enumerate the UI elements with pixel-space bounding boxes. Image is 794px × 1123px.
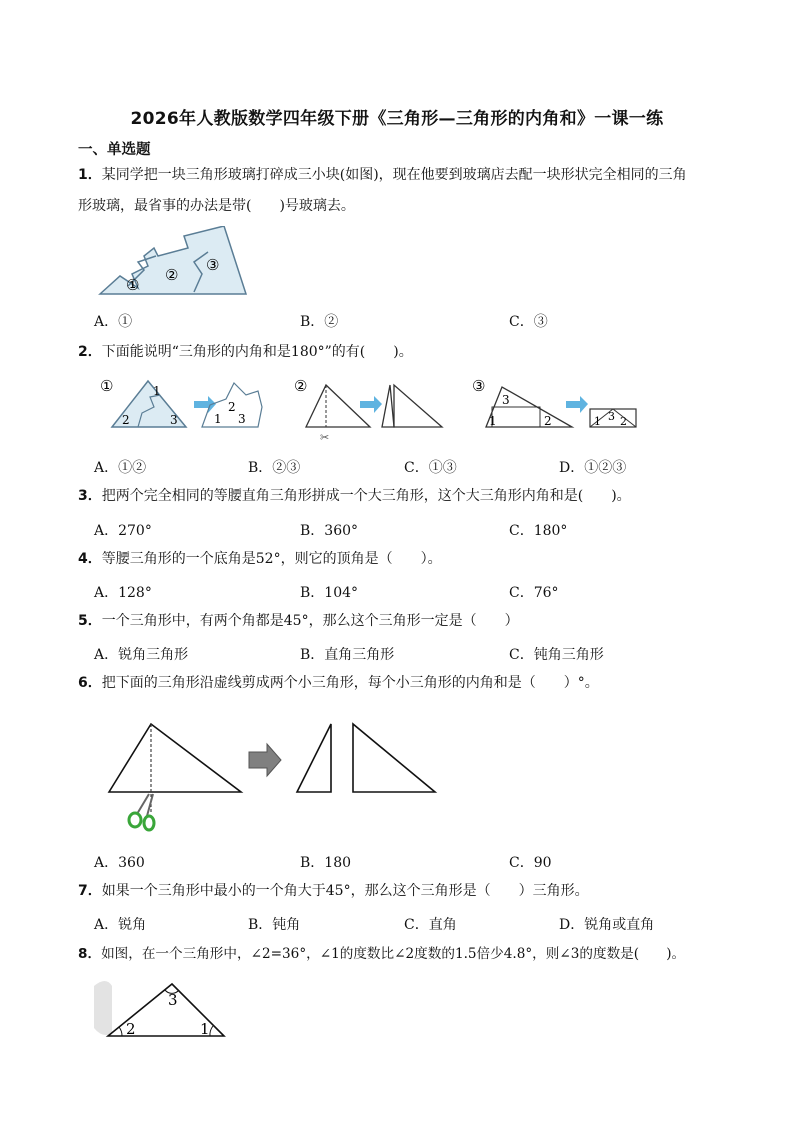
angle-arc [119, 1027, 122, 1036]
small-triangle [353, 724, 435, 792]
arrow-icon [580, 396, 588, 413]
arrow-icon [566, 401, 580, 408]
figure-label: ① [100, 377, 114, 395]
question-4 [78, 544, 728, 575]
small-triangle [297, 724, 331, 792]
question-text: 如果一个三角形中最小的一个角大于45°，那么这个三角形是（ ）三角形。 [101, 883, 589, 899]
arrow-icon [360, 401, 374, 408]
option-a[interactable]: A．360 [94, 855, 145, 871]
angle-label: 3 [502, 393, 510, 407]
option-b[interactable]: B．钝角 [248, 917, 301, 933]
piece-label: ② [165, 266, 179, 284]
scissors-icon: ✂ [320, 431, 330, 444]
question-number: 6． [78, 675, 102, 691]
angle-label: 3 [168, 991, 178, 1009]
option-c[interactable]: C．①③ [404, 460, 457, 476]
option-a[interactable]: A．128° [94, 585, 152, 601]
angle-label: 3 [238, 412, 246, 426]
question-5 [78, 606, 728, 637]
option-a[interactable]: A．① [94, 314, 133, 330]
option-b[interactable]: B．②③ [248, 460, 301, 476]
angle-label: 1 [200, 1020, 210, 1038]
question-text: 等腰三角形的一个底角是52°，则它的顶角是（ ）。 [101, 551, 442, 567]
question-number: 5． [78, 613, 102, 629]
angle-label: 3 [608, 410, 615, 423]
option-a[interactable]: A．锐角三角形 [94, 647, 189, 663]
question-text: 如图，在一个三角形中，∠2=36°，∠1的度数比∠2度数的1.5倍少4.8°，则∠3的度数是( )。 [101, 946, 686, 962]
fold-rectangle [492, 407, 540, 427]
angle-label: 3 [170, 413, 178, 427]
question-number: 7． [78, 883, 102, 899]
question-1 [78, 160, 728, 222]
option-c[interactable]: C．180° [509, 523, 568, 539]
question-3 [78, 481, 728, 512]
option-b[interactable]: B．180 [300, 855, 352, 871]
pencil-shadow [94, 981, 112, 1035]
scissors-icon [129, 794, 154, 830]
piece-label: ① [126, 276, 140, 294]
question-text-cont: 形玻璃，最省事的办法是带( )号玻璃去。 [78, 198, 355, 214]
question-8 [78, 939, 738, 970]
question-7 [78, 876, 728, 907]
angle-label: 2 [122, 413, 130, 427]
angle-label: 2 [544, 414, 552, 428]
question-number: 1． [78, 167, 102, 183]
cut-triangle-figure [105, 722, 445, 837]
option-b[interactable]: B．直角三角形 [300, 647, 395, 663]
angle-label: 2 [126, 1020, 136, 1038]
angle-label: 1 [594, 415, 601, 428]
question-number: 8． [78, 946, 102, 962]
small-triangle [382, 385, 394, 427]
question-text: 把两个完全相同的等腰直角三角形拼成一个大三角形，这个大三角形内角和是( )。 [101, 488, 631, 504]
small-triangle [394, 385, 442, 427]
question-text: 一个三角形中，有两个角都是45°，那么这个三角形一定是（ ） [101, 613, 519, 629]
question-text: 某同学把一块三角形玻璃打碎成三小块(如图)，现在他要到玻璃店去配一块形状完全相同的三角 [101, 167, 687, 183]
angle-arc [210, 1026, 213, 1036]
question-2 [78, 337, 728, 368]
triangle [109, 724, 241, 792]
angle-label: 2 [228, 400, 236, 414]
option-d[interactable]: D．锐角或直角 [559, 917, 655, 933]
option-c[interactable]: C．90 [509, 855, 552, 871]
option-b[interactable]: B．② [300, 314, 339, 330]
option-c[interactable]: C．直角 [404, 917, 457, 933]
section-heading: 一、单选题 [78, 142, 151, 158]
option-d[interactable]: D．①②③ [559, 460, 627, 476]
option-a[interactable]: A．270° [94, 523, 152, 539]
piece-label: ③ [206, 256, 220, 274]
angle-proof-figures [98, 373, 648, 445]
figure-label: ③ [472, 377, 486, 395]
angle-triangle-figure [92, 976, 232, 1042]
option-b[interactable]: B．360° [300, 523, 359, 539]
figure-label: ② [294, 377, 308, 395]
question-number: 2． [78, 344, 102, 360]
document-title: 2026年人教版数学四年级下册《三角形—三角形的内角和》一课一练 [130, 109, 664, 129]
broken-glass-figure [98, 226, 248, 298]
question-text: 下面能说明“三角形的内角和是180°”的有( )。 [101, 344, 413, 360]
arrow-icon [374, 396, 382, 413]
angle-label: 1 [489, 414, 497, 428]
angle-label: 1 [153, 384, 161, 398]
option-c[interactable]: C．③ [509, 314, 548, 330]
option-a[interactable]: A．锐角 [94, 917, 147, 933]
question-6 [78, 668, 728, 699]
arrow-right-icon [249, 744, 281, 776]
option-b[interactable]: B．104° [300, 585, 359, 601]
arrow-icon [194, 401, 208, 408]
option-a[interactable]: A．①② [94, 460, 147, 476]
angle-label: 2 [620, 415, 627, 428]
question-number: 3． [78, 488, 102, 504]
option-c[interactable]: C．钝角三角形 [509, 647, 604, 663]
angle-label: 1 [214, 412, 222, 426]
question-text: 把下面的三角形沿虚线剪成两个小三角形，每个小三角形的内角和是（ ）°。 [101, 675, 599, 691]
question-number: 4． [78, 551, 102, 567]
option-c[interactable]: C．76° [509, 585, 559, 601]
